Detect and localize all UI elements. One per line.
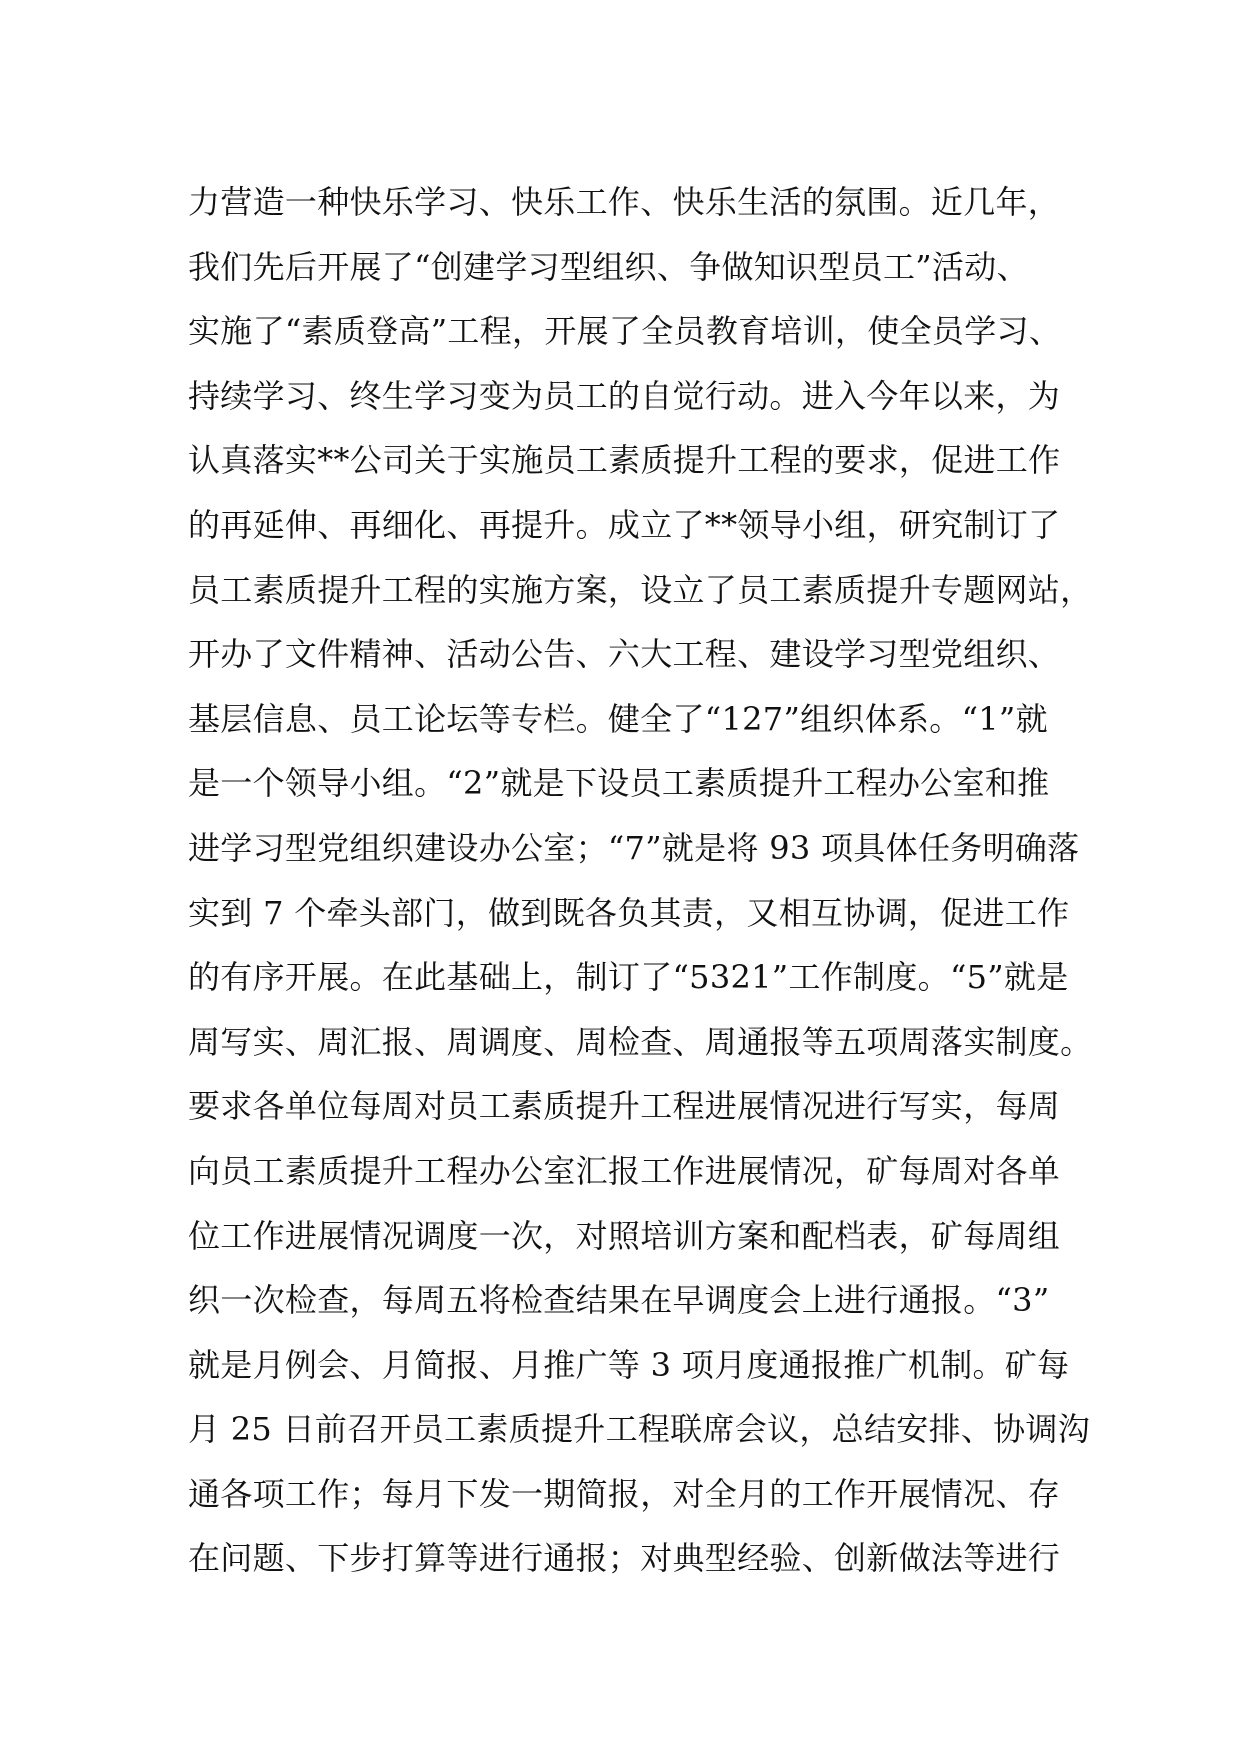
text-line: 我们先后开展了“创建学习型组织、争做知识型员工”活动、 (188, 247, 1029, 286)
text-line: 要求各单位每周对员工素质提升工程进展情况进行写实，每周 (188, 1087, 1061, 1126)
text-line: 实施了“素质登高”工程，开展了全员教育培训，使全员学习、 (188, 312, 1062, 351)
text-line: 就是月例会、月简报、月推广等 3 项月度通报推广机制。矿每 (188, 1345, 1070, 1384)
text-line: 的再延伸、再细化、再提升。成立了**领导小组，研究制订了 (188, 505, 1061, 544)
text-line: 通各项工作；每月下发一期简报，对全月的工作开展情况、存 (188, 1474, 1061, 1513)
text-line: 周写实、周汇报、周调度、周检查、周通报等五项周落实制度。 (188, 1022, 1093, 1061)
text-line: 月 25 日前召开员工素质提升工程联席会议，总结安排、协调沟 (188, 1410, 1091, 1449)
text-line: 员工素质提升工程的实施方案，设立了员工素质提升专题网站， (188, 570, 1093, 609)
text-line: 是一个领导小组。“2”就是下设员工素质提升工程办公室和推 (188, 764, 1050, 803)
text-line: 的有序开展。在此基础上，制订了“5321”工作制度。“5”就是 (188, 958, 1069, 997)
text-line: 在问题、下步打算等进行通报；对典型经验、创新做法等进行 (188, 1539, 1061, 1578)
text-line: 进学习型党组织建设办公室；“7”就是将 93 项具体任务明确落 (188, 828, 1080, 867)
text-line: 基层信息、员工论坛等专栏。健全了“127”组织体系。“1”就 (188, 699, 1048, 738)
text-line: 开办了文件精神、活动公告、六大工程、建设学习型党组织、 (188, 635, 1061, 674)
text-line: 织一次检查，每周五将检查结果在早调度会上进行通报。“3” (188, 1281, 1050, 1320)
text-line: 力营造一种快乐学习、快乐工作、快乐生活的氛围。近几年， (188, 183, 1061, 221)
text-line: 认真落实**公司关于实施员工素质提升工程的要求，促进工作 (188, 441, 1061, 480)
text-line: 位工作进展情况调度一次，对照培训方案和配档表，矿每周组 (188, 1216, 1061, 1255)
text-line: 向员工素质提升工程办公室汇报工作进展情况，矿每周对各单 (188, 1151, 1061, 1190)
text-line: 持续学习、终生学习变为员工的自觉行动。进入今年以来，为 (188, 376, 1061, 415)
body-text (188, 170, 1108, 1591)
text-line: 实到 7 个牵头部门，做到既各负其责，又相互协调，促进工作 (188, 893, 1070, 932)
